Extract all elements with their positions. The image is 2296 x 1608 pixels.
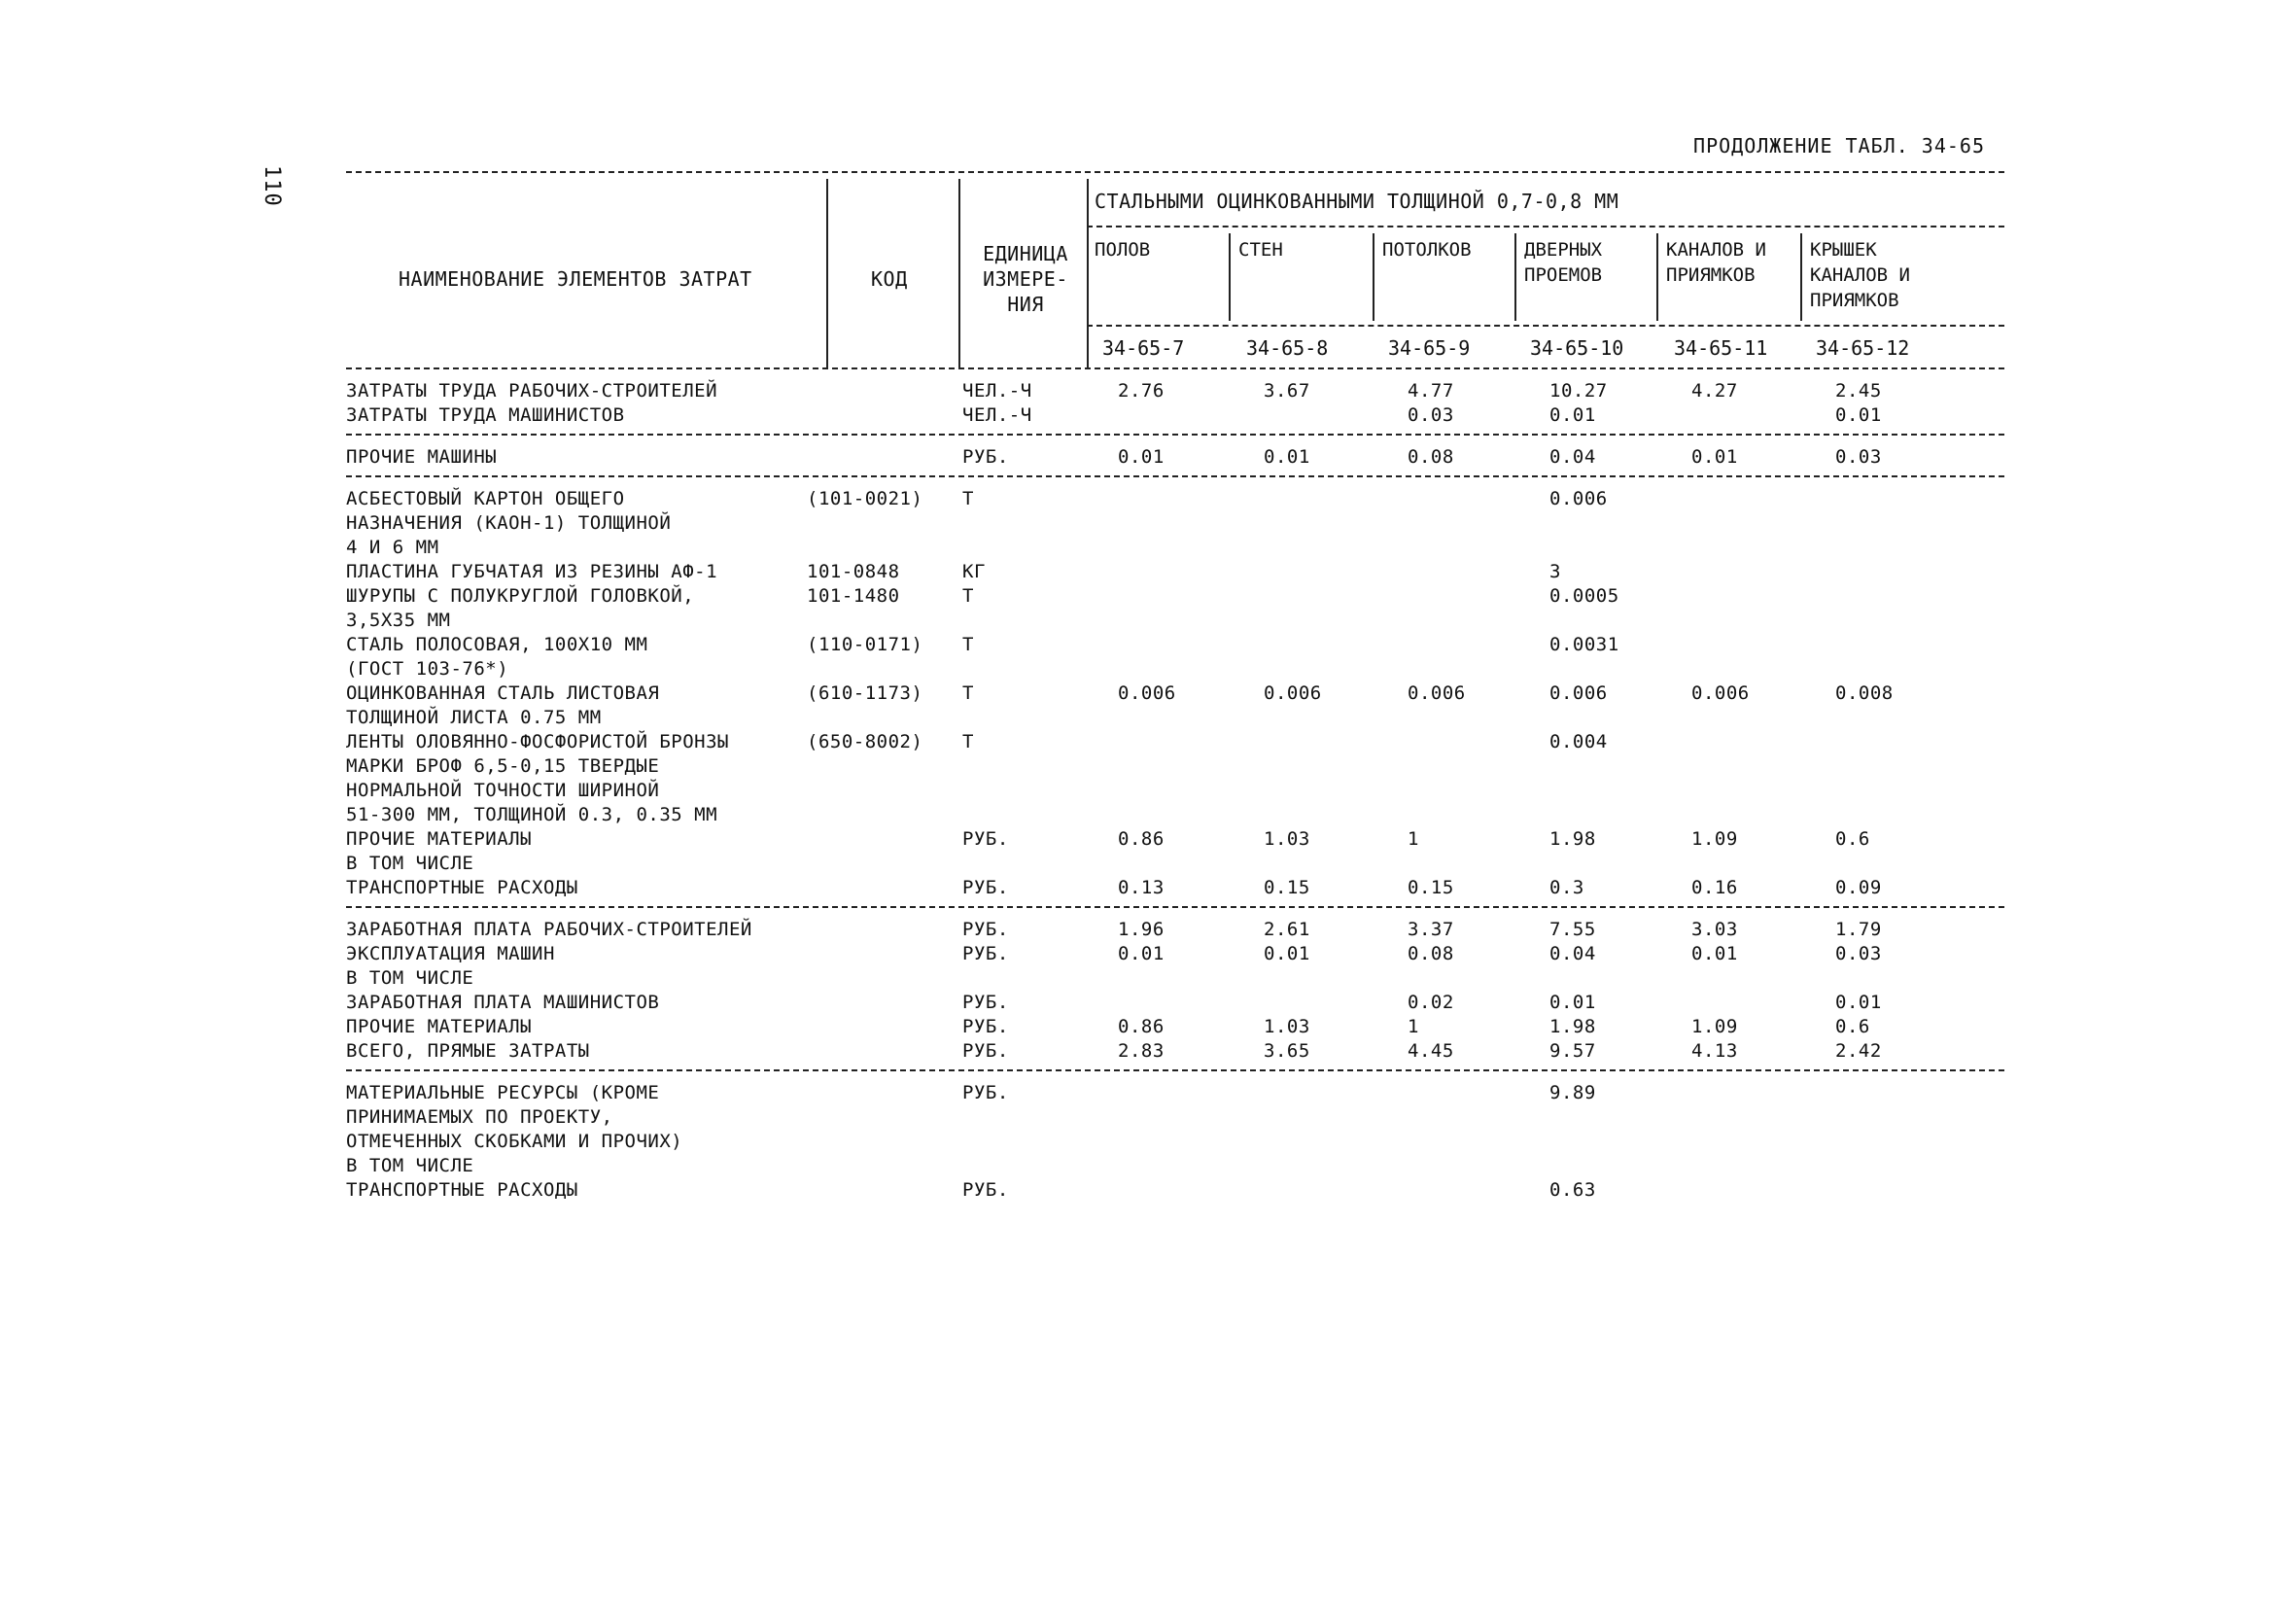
resource-code xyxy=(807,403,962,428)
cell-value: 0.15 xyxy=(1408,877,1454,898)
resource-code xyxy=(807,942,962,991)
resource-code xyxy=(807,876,962,900)
unit-of-measure: РУБ. xyxy=(962,877,1009,898)
column-divider xyxy=(1373,233,1374,321)
cell-value: 2.61 xyxy=(1264,919,1310,940)
cell-value: 0.63 xyxy=(1549,1179,1596,1201)
resource-code xyxy=(807,369,962,403)
header-subrule xyxy=(1087,325,2004,327)
cell-value: 0.08 xyxy=(1408,943,1454,964)
group-separator xyxy=(346,428,2004,445)
table-row xyxy=(346,918,2004,942)
cell-value xyxy=(1108,584,1254,633)
cell-value xyxy=(1682,633,1826,682)
cell-value: 0.13 xyxy=(1118,877,1165,898)
unit-of-measure: РУБ. xyxy=(962,828,1009,850)
unit-of-measure: ЧЕЛ.-Ч xyxy=(962,404,1032,426)
cost-element-name: МАТЕРИАЛЬНЫЕ РЕСУРСЫ (КРОМЕ ПРИНИМАЕМЫХ ПО ПРОЕКТУ, ОТМЕЧЕННЫХ СКОБКАМИ И ПРОЧИХ) В ТОМ ЧИСЛЕ xyxy=(346,1082,683,1176)
cell-value: 0.01 xyxy=(1549,404,1596,426)
unit-of-measure: РУБ. xyxy=(962,1082,1009,1103)
cell-value: 0.01 xyxy=(1835,404,1882,426)
header-divider xyxy=(1087,179,1089,367)
cell-value: 0.16 xyxy=(1691,877,1738,898)
cost-element-name: ОЦИНКОВАННАЯ СТАЛЬ ЛИСТОВАЯ ТОЛЩИНОЙ ЛИСТА 0.75 ММ xyxy=(346,682,660,728)
cell-value xyxy=(1682,487,1826,560)
resource-code: (610-1173) xyxy=(807,682,923,704)
cell-value: 3.65 xyxy=(1264,1040,1310,1062)
unit-of-measure: Т xyxy=(962,731,974,752)
cell-value: 1.98 xyxy=(1549,1016,1596,1037)
header-unit-column: ЕДИНИЦА ИЗМЕРЕ- НИЯ xyxy=(983,242,1068,316)
header-subrule xyxy=(1087,226,2004,227)
table-row xyxy=(346,991,2004,1015)
cell-value: 0.006 xyxy=(1118,682,1176,704)
resource-code xyxy=(807,918,962,942)
cell-value xyxy=(1398,1081,1540,1178)
cell-value: 0.3 xyxy=(1549,877,1584,898)
column-divider xyxy=(1656,233,1658,321)
cell-value xyxy=(1682,403,1826,428)
cell-value xyxy=(1398,730,1540,827)
cell-value: 0.08 xyxy=(1408,446,1454,468)
table-row xyxy=(346,1178,2004,1203)
column-code: 34-65-9 xyxy=(1388,336,1471,360)
cell-value xyxy=(1254,403,1398,428)
cell-value: 0.006 xyxy=(1264,682,1322,704)
table-continuation-label: ПРОДОЛЖЕНИЕ ТАБЛ. 34-65 xyxy=(1693,134,1985,157)
cell-value xyxy=(1254,560,1398,584)
table-row xyxy=(346,1015,2004,1039)
cell-value xyxy=(1398,584,1540,633)
cost-element-name: ТРАНСПОРТНЫЕ РАСХОДЫ xyxy=(346,877,578,898)
cell-value: 0.86 xyxy=(1118,1016,1165,1037)
cell-value: 10.27 xyxy=(1549,380,1608,402)
cell-value: 4.27 xyxy=(1691,380,1738,402)
page-number: 110 xyxy=(260,165,284,207)
cell-value: 0.03 xyxy=(1408,404,1454,426)
cell-value: 3.67 xyxy=(1264,380,1310,402)
cell-value: 2.83 xyxy=(1118,1040,1165,1062)
cost-table-body xyxy=(346,369,2004,1203)
resource-code xyxy=(807,445,962,470)
cell-value: 1.09 xyxy=(1691,828,1738,850)
cell-value: 0.006 xyxy=(1549,488,1608,509)
cell-value xyxy=(1108,730,1254,827)
cost-element-name: СТАЛЬ ПОЛОСОВАЯ, 100Х10 ММ (ГОСТ 103-76*) xyxy=(346,634,648,680)
column-label: ПОЛОВ xyxy=(1095,239,1151,261)
cell-value xyxy=(1108,487,1254,560)
cell-value: 4.13 xyxy=(1691,1040,1738,1062)
column-code: 34-65-10 xyxy=(1530,336,1624,360)
cell-value: 0.01 xyxy=(1118,943,1165,964)
cell-value xyxy=(1254,1178,1398,1203)
cost-element-name: ВСЕГО, ПРЯМЫЕ ЗАТРАТЫ xyxy=(346,1040,590,1062)
cell-value: 0.01 xyxy=(1264,446,1310,468)
cell-value xyxy=(1682,560,1826,584)
cell-value: 0.01 xyxy=(1118,446,1165,468)
cell-value: 9.57 xyxy=(1549,1040,1596,1062)
header-name-column: НАИМЕНОВАНИЕ ЭЛЕМЕНТОВ ЗАТРАТ xyxy=(399,267,752,291)
column-code: 34-65-11 xyxy=(1674,336,1768,360)
table-row xyxy=(346,730,2004,827)
cell-value: 9.89 xyxy=(1549,1082,1596,1103)
cost-element-name: ЗАТРАТЫ ТРУДА МАШИНИСТОВ xyxy=(346,404,625,426)
cell-value xyxy=(1108,560,1254,584)
unit-of-measure: ЧЕЛ.-Ч xyxy=(962,380,1032,402)
cell-value xyxy=(1398,560,1540,584)
table-row xyxy=(346,876,2004,900)
cell-value: 0.01 xyxy=(1691,446,1738,468)
cell-value xyxy=(1254,633,1398,682)
cost-element-name: ШУРУПЫ С ПОЛУКРУГЛОЙ ГОЛОВКОЙ, 3,5Х35 ММ xyxy=(346,585,695,631)
column-label: ДВЕРНЫХ ПРОЕМОВ xyxy=(1524,239,1603,286)
cell-value: 4.77 xyxy=(1408,380,1454,402)
resource-code: 101-1480 xyxy=(807,585,900,607)
table-row xyxy=(346,369,2004,403)
cell-value: 0.01 xyxy=(1691,943,1738,964)
cell-value: 0.09 xyxy=(1835,877,1882,898)
resource-code: 101-0848 xyxy=(807,561,900,582)
cost-element-name: ЗАРАБОТНАЯ ПЛАТА РАБОЧИХ-СТРОИТЕЛЕЙ xyxy=(346,919,752,940)
cost-table xyxy=(346,171,2004,1203)
column-label: КРЫШЕК КАНАЛОВ И ПРИЯМКОВ xyxy=(1810,239,1910,311)
cell-value xyxy=(1826,1178,2004,1203)
cell-value: 0.006 xyxy=(1408,682,1466,704)
header-group-title: СТАЛЬНЫМИ ОЦИНКОВАННЫМИ ТОЛЩИНОЙ 0,7-0,8 ММ xyxy=(1095,190,1619,213)
cell-value xyxy=(1826,584,2004,633)
cell-value: 1.03 xyxy=(1264,828,1310,850)
cost-element-name: ПРОЧИЕ МАТЕРИАЛЫ В ТОМ ЧИСЛЕ xyxy=(346,828,533,874)
cell-value xyxy=(1682,991,1826,1015)
cell-value xyxy=(1108,403,1254,428)
unit-of-measure: Т xyxy=(962,488,974,509)
cell-value xyxy=(1826,487,2004,560)
cell-value xyxy=(1682,1081,1826,1178)
column-divider xyxy=(1229,233,1231,321)
column-divider xyxy=(1800,233,1802,321)
resource-code: (650-8002) xyxy=(807,731,923,752)
header-divider xyxy=(826,179,828,367)
cell-value: 0.006 xyxy=(1691,682,1750,704)
unit-of-measure: Т xyxy=(962,585,974,607)
cell-value: 3 xyxy=(1549,561,1561,582)
group-separator xyxy=(346,470,2004,487)
cell-value: 2.42 xyxy=(1835,1040,1882,1062)
unit-of-measure: РУБ. xyxy=(962,446,1009,468)
table-row xyxy=(346,827,2004,876)
cell-value xyxy=(1108,633,1254,682)
resource-code xyxy=(807,1039,962,1064)
cell-value: 0.03 xyxy=(1835,446,1882,468)
unit-of-measure: РУБ. xyxy=(962,919,1009,940)
cell-value: 0.006 xyxy=(1549,682,1608,704)
column-label: ПОТОЛКОВ xyxy=(1382,239,1472,261)
cell-value: 0.02 xyxy=(1408,992,1454,1013)
cell-value: 2.76 xyxy=(1118,380,1165,402)
cell-value: 2.45 xyxy=(1835,380,1882,402)
cell-value: 1.79 xyxy=(1835,919,1882,940)
cost-element-name: ЗАТРАТЫ ТРУДА РАБОЧИХ-СТРОИТЕЛЕЙ xyxy=(346,380,718,402)
cell-value xyxy=(1826,730,2004,827)
column-label: КАНАЛОВ И ПРИЯМКОВ xyxy=(1666,239,1766,286)
cell-value xyxy=(1682,584,1826,633)
cell-value: 1.98 xyxy=(1549,828,1596,850)
cell-value xyxy=(1254,730,1398,827)
cell-value: 0.01 xyxy=(1835,992,1882,1013)
table-row xyxy=(346,487,2004,560)
cell-value: 0.008 xyxy=(1835,682,1894,704)
resource-code xyxy=(807,991,962,1015)
column-divider xyxy=(1514,233,1516,321)
table-row xyxy=(346,584,2004,633)
cost-element-name: ЛЕНТЫ ОЛОВЯННО-ФОСФОРИСТОЙ БРОНЗЫ МАРКИ БРОФ 6,5-0,15 ТВЕРДЫЕ НОРМАЛЬНОЙ ТОЧНОСТИ ШИРИНОЙ 51-300 ММ, ТОЛЩИНОЙ 0.3, 0.35 ММ xyxy=(346,731,729,825)
cell-value xyxy=(1108,1178,1254,1203)
cell-value: 0.0031 xyxy=(1549,634,1619,655)
resource-code: (101-0021) xyxy=(807,488,923,509)
cost-element-name: ПРОЧИЕ МАШИНЫ xyxy=(346,446,498,468)
resource-code xyxy=(807,1178,962,1203)
unit-of-measure: РУБ. xyxy=(962,1040,1009,1062)
cell-value: 7.55 xyxy=(1549,919,1596,940)
cell-value: 0.04 xyxy=(1549,446,1596,468)
resource-code xyxy=(807,1015,962,1039)
cell-value: 1.09 xyxy=(1691,1016,1738,1037)
table-row xyxy=(346,560,2004,584)
cell-value: 1.96 xyxy=(1118,919,1165,940)
cell-value: 0.15 xyxy=(1264,877,1310,898)
column-label: СТЕН xyxy=(1238,239,1283,261)
cell-value xyxy=(1398,633,1540,682)
cell-value xyxy=(1254,584,1398,633)
cost-element-name: ПРОЧИЕ МАТЕРИАЛЫ xyxy=(346,1016,533,1037)
header-divider xyxy=(958,179,960,367)
cell-value xyxy=(1826,633,2004,682)
cell-value xyxy=(1254,991,1398,1015)
cell-value xyxy=(1254,1081,1398,1178)
group-separator xyxy=(346,1064,2004,1081)
table-row xyxy=(346,1039,2004,1064)
unit-of-measure: РУБ. xyxy=(962,992,1009,1013)
cell-value: 3.03 xyxy=(1691,919,1738,940)
cell-value: 1 xyxy=(1408,828,1419,850)
cell-value: 0.01 xyxy=(1549,992,1596,1013)
cell-value xyxy=(1108,1081,1254,1178)
cell-value: 0.0005 xyxy=(1549,585,1619,607)
cost-element-name: ЭКСПЛУАТАЦИЯ МАШИН В ТОМ ЧИСЛЕ xyxy=(346,943,555,989)
table-row xyxy=(346,682,2004,730)
cell-value: 0.01 xyxy=(1264,943,1310,964)
cost-element-name: ТРАНСПОРТНЫЕ РАСХОДЫ xyxy=(346,1179,578,1201)
cell-value: 1.03 xyxy=(1264,1016,1310,1037)
cell-value xyxy=(1826,1081,2004,1178)
table-row xyxy=(346,403,2004,428)
cell-value: 0.04 xyxy=(1549,943,1596,964)
cell-value: 0.6 xyxy=(1835,828,1870,850)
cost-element-name: ЗАРАБОТНАЯ ПЛАТА МАШИНИСТОВ xyxy=(346,992,660,1013)
cell-value: 0.03 xyxy=(1835,943,1882,964)
table-row xyxy=(346,1081,2004,1178)
unit-of-measure: РУБ. xyxy=(962,943,1009,964)
cost-element-name: ПЛАСТИНА ГУБЧАТАЯ ИЗ РЕЗИНЫ АФ-1 xyxy=(346,561,718,582)
cell-value: 0.86 xyxy=(1118,828,1165,850)
group-separator xyxy=(346,900,2004,918)
unit-of-measure: РУБ. xyxy=(962,1179,1009,1201)
cell-value: 3.37 xyxy=(1408,919,1454,940)
column-code: 34-65-12 xyxy=(1816,336,1910,360)
cell-value: 0.6 xyxy=(1835,1016,1870,1037)
unit-of-measure: КГ xyxy=(962,561,986,582)
column-code: 34-65-8 xyxy=(1246,336,1329,360)
unit-of-measure: Т xyxy=(962,682,974,704)
cell-value: 1 xyxy=(1408,1016,1419,1037)
table-row xyxy=(346,445,2004,470)
table-row xyxy=(346,942,2004,991)
cell-value: 0.004 xyxy=(1549,731,1608,752)
resource-code: (110-0171) xyxy=(807,634,923,655)
cell-value xyxy=(1398,487,1540,560)
table-row xyxy=(346,633,2004,682)
table-header xyxy=(346,173,2004,367)
cell-value xyxy=(1682,730,1826,827)
cell-value xyxy=(1826,560,2004,584)
unit-of-measure: Т xyxy=(962,634,974,655)
resource-code xyxy=(807,1081,962,1178)
cell-value: 4.45 xyxy=(1408,1040,1454,1062)
cost-element-name: АСБЕСТОВЫЙ КАРТОН ОБЩЕГО НАЗНАЧЕНИЯ (КАОН-1) ТОЛЩИНОЙ 4 И 6 ММ xyxy=(346,488,672,558)
column-code: 34-65-7 xyxy=(1102,336,1185,360)
cell-value xyxy=(1254,487,1398,560)
resource-code xyxy=(807,827,962,876)
unit-of-measure: РУБ. xyxy=(962,1016,1009,1037)
cell-value xyxy=(1108,991,1254,1015)
cell-value xyxy=(1398,1178,1540,1203)
cell-value xyxy=(1682,1178,1826,1203)
header-code-column: КОД xyxy=(871,267,908,291)
